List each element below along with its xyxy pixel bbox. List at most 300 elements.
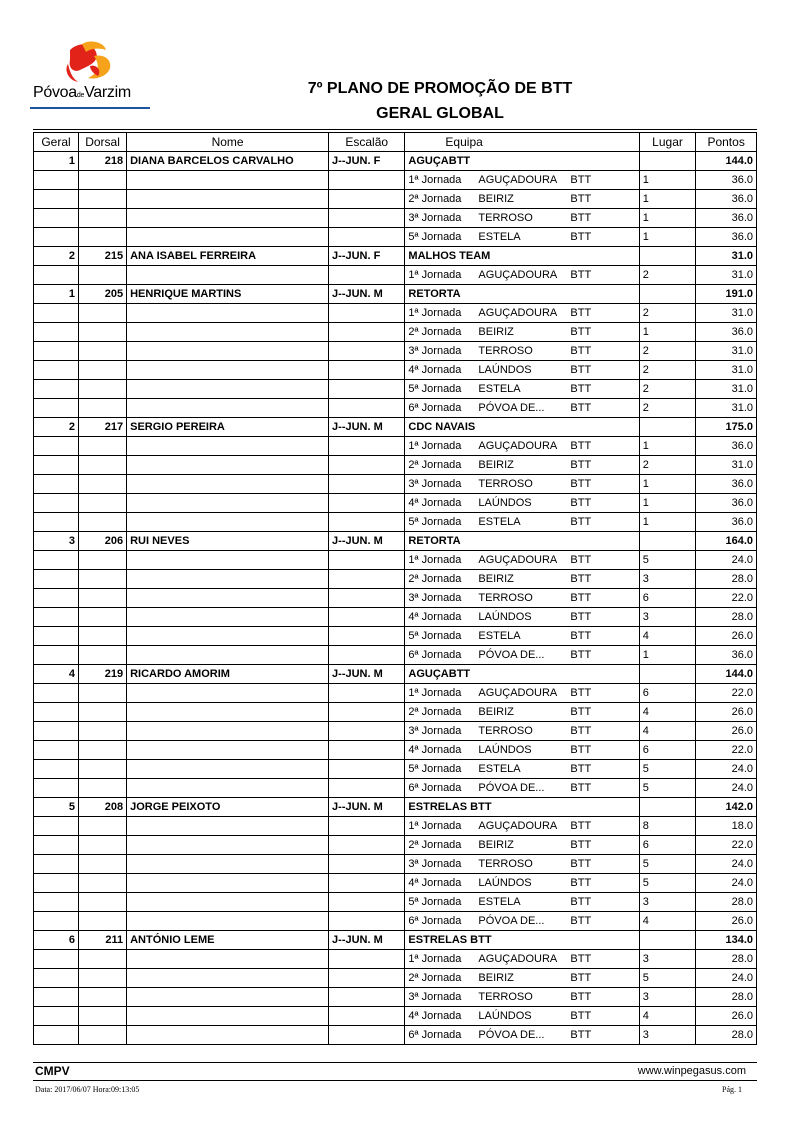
lugar-cell: 1 <box>639 228 696 247</box>
empty-cell <box>78 817 126 836</box>
escalao-cell: J--JUN. M <box>329 665 405 684</box>
dorsal-cell: 211 <box>78 931 126 950</box>
empty-cell <box>78 494 126 513</box>
col-header-pontos: Pontos <box>696 133 757 152</box>
escalao-cell: J--JUN. F <box>329 247 405 266</box>
empty-cell <box>127 437 329 456</box>
empty-cell <box>78 399 126 418</box>
jornada-local: TERROSO <box>478 592 533 604</box>
lugar-cell: 1 <box>639 646 696 665</box>
jornada-cell <box>405 1007 639 1026</box>
empty-cell <box>34 380 79 399</box>
empty-cell <box>127 646 329 665</box>
empty-cell <box>34 627 79 646</box>
jornada-row <box>34 228 757 247</box>
empty-cell <box>34 342 79 361</box>
dorsal-cell: 215 <box>78 247 126 266</box>
pontos-cell: 36.0 <box>696 209 757 228</box>
jornada-local: LAÚNDOS <box>478 497 532 509</box>
lugar-cell: 5 <box>639 855 696 874</box>
empty-cell <box>127 190 329 209</box>
empty-cell <box>127 171 329 190</box>
jornada-tipo: BTT <box>570 896 592 908</box>
jornada-label: 1ª Jornada <box>408 269 462 281</box>
pontos-cell: 31.0 <box>696 247 757 266</box>
empty-cell <box>329 836 405 855</box>
pontos-cell: 36.0 <box>696 228 757 247</box>
jornada-label: 5ª Jornada <box>408 630 462 642</box>
empty-cell <box>34 190 79 209</box>
jornada-local: PÓVOA DE... <box>478 402 545 414</box>
geral-cell: 2 <box>34 247 79 266</box>
empty-cell <box>127 608 329 627</box>
pontos-cell: 24.0 <box>696 874 757 893</box>
empty-cell <box>78 323 126 342</box>
jornada-local: TERROSO <box>478 991 533 1003</box>
pontos-cell: 31.0 <box>696 342 757 361</box>
jornada-local: BEIRIZ <box>478 839 514 851</box>
jornada-row <box>34 570 757 589</box>
jornada-label: 6ª Jornada <box>408 782 462 794</box>
pontos-cell: 24.0 <box>696 760 757 779</box>
jornada-row <box>34 399 757 418</box>
jornada-row <box>34 722 757 741</box>
jornada-tipo: BTT <box>570 231 592 243</box>
lugar-cell: 3 <box>639 1026 696 1045</box>
jornada-label: 1ª Jornada <box>408 554 462 566</box>
jornada-tipo: BTT <box>570 725 592 737</box>
jornada-row <box>34 513 757 532</box>
empty-cell <box>78 190 126 209</box>
jornada-cell <box>405 969 639 988</box>
empty-cell <box>34 988 79 1007</box>
empty-cell <box>78 893 126 912</box>
lugar-cell: 4 <box>639 703 696 722</box>
empty-cell <box>127 874 329 893</box>
jornada-cell <box>405 342 639 361</box>
empty-cell <box>127 912 329 931</box>
athlete-row <box>34 665 757 684</box>
empty-cell <box>329 190 405 209</box>
empty-cell <box>127 209 329 228</box>
lugar-cell: 1 <box>639 494 696 513</box>
jornada-local: AGUÇADOURA <box>478 174 558 186</box>
jornada-row <box>34 551 757 570</box>
jornada-local: BEIRIZ <box>478 972 514 984</box>
empty-cell <box>78 855 126 874</box>
pontos-cell: 22.0 <box>696 836 757 855</box>
col-header-nome: Nome <box>127 133 329 152</box>
empty-cell <box>78 209 126 228</box>
empty-cell <box>127 722 329 741</box>
escalao-cell: J--JUN. M <box>329 285 405 304</box>
equipa-cell: AGUÇABTT <box>405 152 639 171</box>
jornada-tipo: BTT <box>570 516 592 528</box>
jornada-row <box>34 988 757 1007</box>
pontos-cell: 36.0 <box>696 513 757 532</box>
empty-cell <box>329 209 405 228</box>
report-title: 7º PLANO DE PROMOÇÃO DE BTT <box>307 80 573 97</box>
empty-cell <box>34 722 79 741</box>
jornada-local: AGUÇADOURA <box>478 307 558 319</box>
pontos-cell: 24.0 <box>696 855 757 874</box>
empty-cell <box>329 722 405 741</box>
lugar-cell: 1 <box>639 513 696 532</box>
pontos-cell: 134.0 <box>696 931 757 950</box>
jornada-cell <box>405 741 639 760</box>
jornada-tipo: BTT <box>570 326 592 338</box>
empty-cell <box>127 817 329 836</box>
jornada-label: 5ª Jornada <box>408 896 462 908</box>
pontos-cell: 36.0 <box>696 475 757 494</box>
empty-cell <box>78 475 126 494</box>
geral-cell: 5 <box>34 798 79 817</box>
jornada-cell <box>405 589 639 608</box>
jornada-local: PÓVOA DE... <box>478 782 545 794</box>
empty-cell <box>78 570 126 589</box>
empty-cell <box>329 912 405 931</box>
jornada-tipo: BTT <box>570 630 592 642</box>
jornada-row <box>34 323 757 342</box>
pontos-cell: 36.0 <box>696 437 757 456</box>
dorsal-cell: 217 <box>78 418 126 437</box>
jornada-label: 2ª Jornada <box>408 193 462 205</box>
jornada-row <box>34 1007 757 1026</box>
jornada-label: 5ª Jornada <box>408 763 462 775</box>
empty-cell <box>78 608 126 627</box>
nome-cell: HENRIQUE MARTINS <box>127 285 329 304</box>
nome-cell: ANTÓNIO LEME <box>127 931 329 950</box>
jornada-tipo: BTT <box>570 1029 592 1041</box>
empty-cell <box>127 1026 329 1045</box>
empty-cell <box>329 1026 405 1045</box>
nome-cell: JORGE PEIXOTO <box>127 798 329 817</box>
jornada-row <box>34 380 757 399</box>
empty-cell <box>329 228 405 247</box>
jornada-label: 3ª Jornada <box>408 478 462 490</box>
pontos-cell: 191.0 <box>696 285 757 304</box>
jornada-tipo: BTT <box>570 174 592 186</box>
table-header-row <box>34 133 757 152</box>
jornada-local: BEIRIZ <box>478 326 514 338</box>
athlete-row <box>34 931 757 950</box>
lugar-cell: 3 <box>639 950 696 969</box>
jornada-cell <box>405 836 639 855</box>
jornada-tipo: BTT <box>570 345 592 357</box>
jornada-tipo: BTT <box>570 307 592 319</box>
lugar-cell: 1 <box>639 171 696 190</box>
footer-rule <box>33 1062 757 1063</box>
athlete-row <box>34 285 757 304</box>
jornada-tipo: BTT <box>570 611 592 623</box>
lugar-cell: 2 <box>639 361 696 380</box>
empty-cell <box>78 551 126 570</box>
header-rule <box>33 129 757 130</box>
jornada-local: TERROSO <box>478 345 533 357</box>
equipa-cell: MALHOS TEAM <box>405 247 639 266</box>
empty-cell <box>34 513 79 532</box>
empty-cell <box>78 950 126 969</box>
athlete-row <box>34 152 757 171</box>
pontos-cell: 31.0 <box>696 304 757 323</box>
jornada-row <box>34 893 757 912</box>
jornada-label: 2ª Jornada <box>408 839 462 851</box>
empty-cell <box>127 361 329 380</box>
pontos-cell: 26.0 <box>696 703 757 722</box>
jornada-label: 2ª Jornada <box>408 459 462 471</box>
pontos-cell: 18.0 <box>696 817 757 836</box>
escalao-cell: J--JUN. M <box>329 418 405 437</box>
empty-cell <box>127 399 329 418</box>
jornada-tipo: BTT <box>570 687 592 699</box>
empty-cell <box>78 722 126 741</box>
empty-cell <box>34 912 79 931</box>
jornada-row <box>34 684 757 703</box>
jornada-cell <box>405 703 639 722</box>
empty-cell <box>127 703 329 722</box>
jornada-row <box>34 171 757 190</box>
jornada-row <box>34 361 757 380</box>
jornada-local: LAÚNDOS <box>478 877 532 889</box>
nome-cell: DIANA BARCELOS CARVALHO <box>127 152 329 171</box>
jornada-tipo: BTT <box>570 782 592 794</box>
geral-cell: 1 <box>34 285 79 304</box>
pontos-cell: 28.0 <box>696 608 757 627</box>
empty-cell <box>34 703 79 722</box>
empty-cell <box>329 608 405 627</box>
lugar-cell: 2 <box>639 399 696 418</box>
empty-cell <box>78 171 126 190</box>
jornada-row <box>34 209 757 228</box>
empty-cell <box>78 779 126 798</box>
empty-cell <box>34 361 79 380</box>
jornada-row <box>34 608 757 627</box>
empty-cell <box>329 893 405 912</box>
jornada-tipo: BTT <box>570 402 592 414</box>
jornada-local: TERROSO <box>478 858 533 870</box>
jornada-local: ESTELA <box>478 516 521 528</box>
jornada-label: 4ª Jornada <box>408 611 462 623</box>
lugar-cell: 1 <box>639 323 696 342</box>
empty-cell <box>34 741 79 760</box>
pontos-cell: 31.0 <box>696 399 757 418</box>
empty-cell <box>329 627 405 646</box>
jornada-cell <box>405 361 639 380</box>
pontos-cell: 175.0 <box>696 418 757 437</box>
jornada-tipo: BTT <box>570 1010 592 1022</box>
jornada-row <box>34 874 757 893</box>
lugar-cell: 5 <box>639 551 696 570</box>
jornada-cell <box>405 627 639 646</box>
empty-cell <box>34 855 79 874</box>
pontos-cell: 26.0 <box>696 912 757 931</box>
jornada-label: 5ª Jornada <box>408 383 462 395</box>
pontos-cell: 24.0 <box>696 551 757 570</box>
jornada-label: 1ª Jornada <box>408 174 462 186</box>
empty-cell <box>34 570 79 589</box>
pontos-cell: 36.0 <box>696 171 757 190</box>
empty-cell <box>329 646 405 665</box>
lugar-cell: 6 <box>639 684 696 703</box>
empty-cell <box>34 1007 79 1026</box>
athlete-row <box>34 798 757 817</box>
lugar-cell: 4 <box>639 912 696 931</box>
empty-cell <box>329 456 405 475</box>
empty-cell <box>329 323 405 342</box>
equipa-cell: RETORTA <box>405 285 639 304</box>
empty-cell <box>127 836 329 855</box>
empty-cell <box>127 1007 329 1026</box>
jornada-tipo: BTT <box>570 592 592 604</box>
empty-cell <box>34 969 79 988</box>
logo-underline <box>30 107 150 109</box>
empty-cell <box>329 779 405 798</box>
empty-cell <box>34 646 79 665</box>
jornada-local: ESTELA <box>478 896 521 908</box>
pontos-cell: 31.0 <box>696 361 757 380</box>
pontos-cell: 31.0 <box>696 266 757 285</box>
jornada-local: BEIRIZ <box>478 193 514 205</box>
jornada-tipo: BTT <box>570 706 592 718</box>
jornada-cell <box>405 646 639 665</box>
empty-cell <box>34 494 79 513</box>
lugar-cell: 5 <box>639 969 696 988</box>
empty-cell <box>329 589 405 608</box>
jornada-tipo: BTT <box>570 820 592 832</box>
lugar-cell: 2 <box>639 304 696 323</box>
empty-cell <box>329 380 405 399</box>
lugar-cell: 2 <box>639 266 696 285</box>
lugar-cell: 3 <box>639 570 696 589</box>
jornada-cell <box>405 817 639 836</box>
empty-cell <box>127 494 329 513</box>
empty-cell <box>34 266 79 285</box>
jornada-label: 3ª Jornada <box>408 725 462 737</box>
geral-cell: 2 <box>34 418 79 437</box>
pontos-cell: 22.0 <box>696 589 757 608</box>
jornada-cell <box>405 893 639 912</box>
empty-cell <box>78 437 126 456</box>
lugar-cell: 3 <box>639 608 696 627</box>
jornada-label: 5ª Jornada <box>408 516 462 528</box>
jornada-tipo: BTT <box>570 478 592 490</box>
footer-page-number: Pág. 1 <box>722 1085 742 1094</box>
empty-cell <box>34 779 79 798</box>
lugar-cell: 1 <box>639 209 696 228</box>
lugar-cell: 5 <box>639 760 696 779</box>
lugar-cell: 4 <box>639 722 696 741</box>
pontos-cell: 36.0 <box>696 494 757 513</box>
empty-cell <box>78 380 126 399</box>
athlete-row <box>34 532 757 551</box>
lugar-cell <box>639 247 696 266</box>
jornada-local: AGUÇADOURA <box>478 554 558 566</box>
lugar-cell <box>639 798 696 817</box>
jornada-label: 4ª Jornada <box>408 497 462 509</box>
jornada-tipo: BTT <box>570 212 592 224</box>
empty-cell <box>34 551 79 570</box>
jornada-row <box>34 1026 757 1045</box>
nome-cell: RUI NEVES <box>127 532 329 551</box>
jornada-label: 6ª Jornada <box>408 915 462 927</box>
lugar-cell: 5 <box>639 874 696 893</box>
jornada-cell <box>405 950 639 969</box>
empty-cell <box>34 1026 79 1045</box>
empty-cell <box>329 437 405 456</box>
jornada-tipo: BTT <box>570 839 592 851</box>
empty-cell <box>78 456 126 475</box>
empty-cell <box>329 570 405 589</box>
equipa-cell: RETORTA <box>405 532 639 551</box>
pontos-cell: 28.0 <box>696 950 757 969</box>
pontos-cell: 31.0 <box>696 380 757 399</box>
jornada-tipo: BTT <box>570 193 592 205</box>
pontos-cell: 144.0 <box>696 665 757 684</box>
empty-cell <box>127 779 329 798</box>
jornada-local: AGUÇADOURA <box>478 687 558 699</box>
jornada-local: ESTELA <box>478 763 521 775</box>
lugar-cell <box>639 931 696 950</box>
jornada-row <box>34 456 757 475</box>
empty-cell <box>34 323 79 342</box>
jornada-label: 6ª Jornada <box>408 649 462 661</box>
col-header-lugar: Lugar <box>639 133 696 152</box>
jornada-tipo: BTT <box>570 915 592 927</box>
logo-wordmark: PóvoadeVarzim <box>33 84 131 101</box>
pontos-cell: 24.0 <box>696 779 757 798</box>
empty-cell <box>329 513 405 532</box>
empty-cell <box>34 209 79 228</box>
jornada-local: ESTELA <box>478 383 521 395</box>
pontos-cell: 142.0 <box>696 798 757 817</box>
pontos-cell: 144.0 <box>696 152 757 171</box>
empty-cell <box>34 893 79 912</box>
empty-cell <box>127 456 329 475</box>
jornada-local: BEIRIZ <box>478 459 514 471</box>
empty-cell <box>34 760 79 779</box>
jornada-tipo: BTT <box>570 744 592 756</box>
jornada-label: 1ª Jornada <box>408 953 462 965</box>
jornada-row <box>34 950 757 969</box>
jornada-cell <box>405 209 639 228</box>
geral-cell: 3 <box>34 532 79 551</box>
empty-cell <box>78 969 126 988</box>
jornada-cell <box>405 551 639 570</box>
jornada-cell <box>405 760 639 779</box>
nome-cell: SERGIO PEREIRA <box>127 418 329 437</box>
jornada-row <box>34 190 757 209</box>
empty-cell <box>34 874 79 893</box>
lugar-cell: 5 <box>639 779 696 798</box>
jornada-local: LAÚNDOS <box>478 1010 532 1022</box>
jornada-tipo: BTT <box>570 972 592 984</box>
empty-cell <box>127 988 329 1007</box>
empty-cell <box>78 741 126 760</box>
escalao-cell: J--JUN. F <box>329 152 405 171</box>
jornada-row <box>34 741 757 760</box>
footer-rule-bottom <box>33 1080 757 1081</box>
empty-cell <box>329 361 405 380</box>
jornada-local: LAÚNDOS <box>478 364 532 376</box>
jornada-label: 4ª Jornada <box>408 364 462 376</box>
pontos-cell: 22.0 <box>696 741 757 760</box>
lugar-cell <box>639 665 696 684</box>
lugar-cell: 1 <box>639 437 696 456</box>
jornada-tipo: BTT <box>570 497 592 509</box>
jornada-cell <box>405 304 639 323</box>
pontos-cell: 36.0 <box>696 190 757 209</box>
jornada-label: 1ª Jornada <box>408 687 462 699</box>
